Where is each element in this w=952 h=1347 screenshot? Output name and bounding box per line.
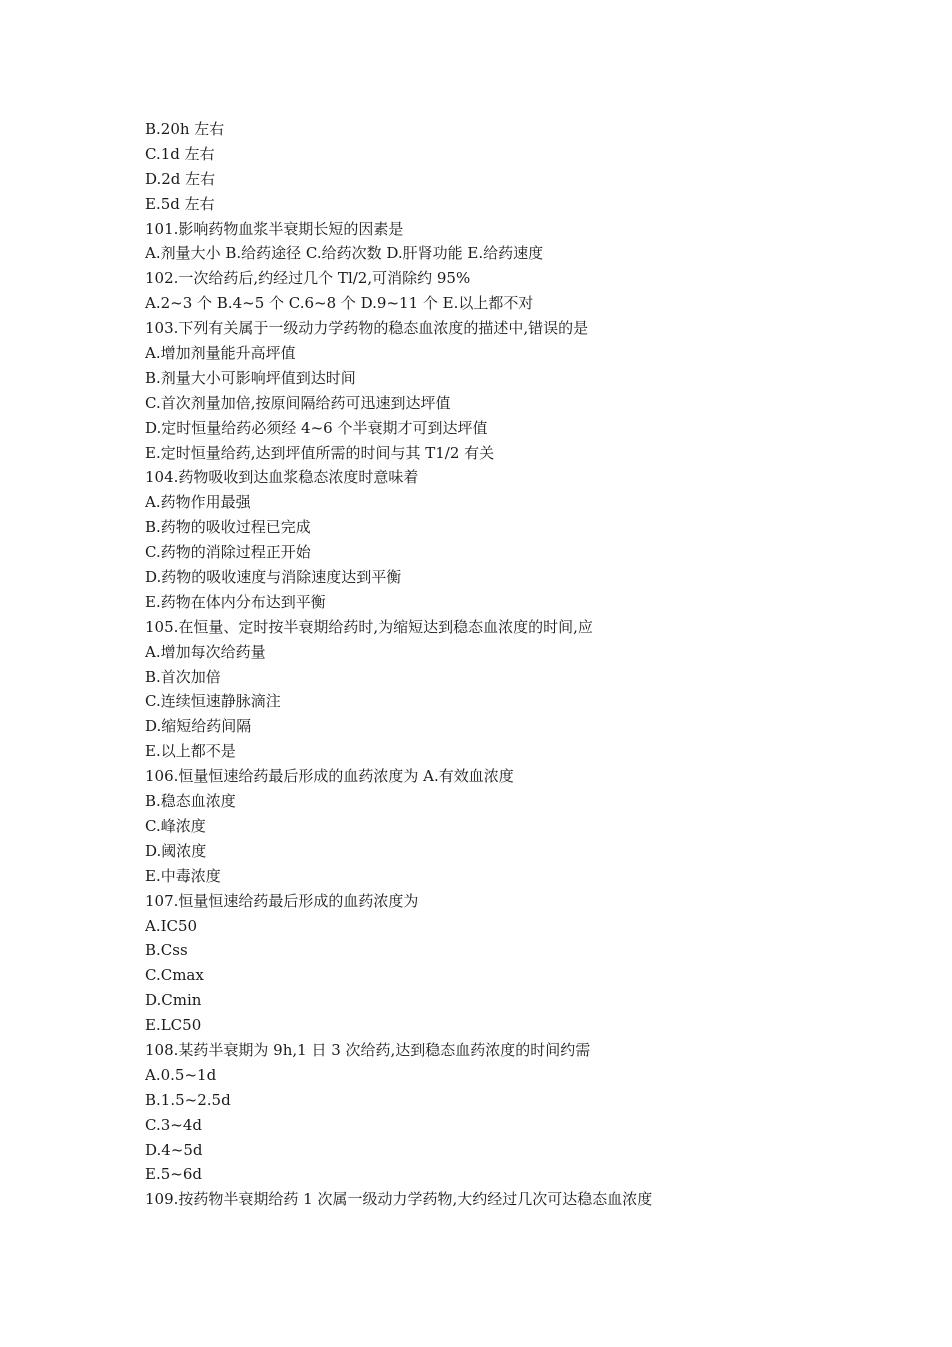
text-line: E.5d 左右 — [145, 194, 215, 213]
text-line: C.1d 左右 — [145, 144, 215, 163]
option-line: D.4~5d — [145, 1140, 203, 1159]
option-line: C.连续恒速静脉滴注 — [145, 692, 281, 711]
option-line: B.药物的吸收过程已完成 — [145, 518, 311, 537]
option-line: E.以上都不是 — [145, 742, 236, 761]
option-line: B.剂量大小可影响坪值到达时间 — [145, 368, 356, 387]
options-101: A.剂量大小 B.给药途径 C.给药次数 D.肝肾功能 E.给药速度 — [145, 244, 544, 263]
options-102: A.2~3 个 B.4~5 个 C.6~8 个 D.9~11 个 E.以上都不对 — [145, 294, 534, 313]
option-line: D.缩短给药间隔 — [145, 717, 252, 736]
question-text-block — [145, 117, 905, 1212]
option-line: C.3~4d — [145, 1115, 202, 1134]
question-109: 109.按药物半衰期给药 1 次属一级动力学药物,大约经过几次可达稳态血浓度 — [145, 1190, 653, 1209]
question-107: 107.恒量恒速给药最后形成的血药浓度为 — [145, 891, 419, 910]
option-line: A.IC50 — [145, 916, 198, 935]
option-line: B.首次加倍 — [145, 667, 221, 686]
option-line: E.5~6d — [145, 1165, 202, 1184]
question-105: 105.在恒量、定时按半衰期给药时,为缩短达到稳态血浓度的时间,应 — [145, 617, 593, 636]
question-108: 108.某药半衰期为 9h,1 日 3 次给药,达到稳态血药浓度的时间约需 — [145, 1040, 591, 1059]
option-line: A.药物作用最强 — [145, 493, 251, 512]
option-line: D.Cmin — [145, 991, 202, 1010]
option-line: B.稳态血浓度 — [145, 792, 236, 811]
option-line: C.首次剂量加倍,按原间隔给药可迅速到达坪值 — [145, 393, 451, 412]
option-line: D.定时恒量给药必须经 4~6 个半衰期才可到达坪值 — [145, 418, 488, 437]
option-line: B.Css — [145, 941, 188, 960]
text-line: B.20h 左右 — [145, 120, 225, 138]
question-106: 106.恒量恒速给药最后形成的血药浓度为 A.有效血浓度 — [145, 767, 514, 786]
option-line: A.0.5~1d — [145, 1065, 217, 1084]
option-line: C.Cmax — [145, 966, 204, 985]
text-line: D.2d 左右 — [145, 169, 216, 188]
question-101: 101.影响药物血浆半衰期长短的因素是 — [145, 219, 404, 238]
question-103: 103.下列有关属于一级动力学药物的稳态血浓度的描述中,错误的是 — [145, 319, 589, 338]
option-line: A.增加每次给药量 — [145, 642, 266, 661]
option-line: D.阈浓度 — [145, 841, 207, 860]
question-102: 102.一次给药后,约经过几个 Tl/2,可消除约 95% — [145, 269, 471, 288]
option-line: E.药物在体内分布达到平衡 — [145, 592, 326, 611]
option-line: E.LC50 — [145, 1016, 202, 1035]
option-line: C.药物的消除过程正开始 — [145, 543, 311, 562]
option-line: C.峰浓度 — [145, 816, 206, 835]
option-line: B.1.5~2.5d — [145, 1090, 231, 1109]
option-line: E.定时恒量给药,达到坪值所需的时间与其 T1/2 有关 — [145, 443, 495, 462]
option-line: A.增加剂量能升高坪值 — [145, 344, 296, 363]
option-line: D.药物的吸收速度与消除速度达到平衡 — [145, 568, 402, 587]
option-line: E.中毒浓度 — [145, 866, 221, 885]
question-104: 104.药物吸收到达血浆稳态浓度时意味着 — [145, 468, 419, 487]
